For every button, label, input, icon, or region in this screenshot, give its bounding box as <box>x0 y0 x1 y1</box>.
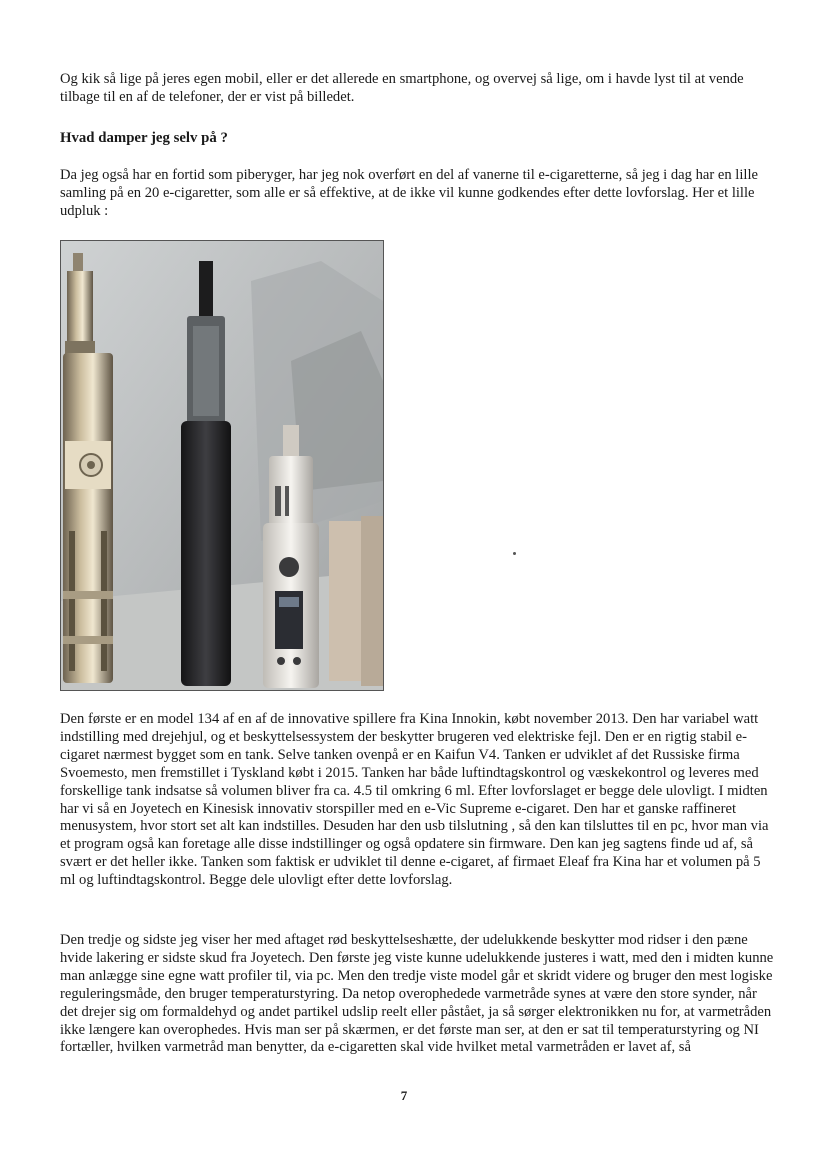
intro-paragraph: Og kik så lige på jeres egen mobil, eller er det allerede en smartphone, og overvej så lige, om i havde lyst til at vende tilbage til en af de telefoner, der er vist på billedet. <box>60 71 744 105</box>
devices-paragraph: Den første er en model 134 af en af de innovative spillere fra Kina Innokin, købt november 2013. Den har variabel watt indstilling med drejehjul, og et beskyttelsessystem der beskytter brugeren ved elektriske fejl. Den er en rigtig stabil e-cigaret nærmest bygget som en tank. Selve tanken ovenpå er en Kaifun V4. Tanken er udviklet af det Russiske firma Svoemesto, men fremstillet i Tyskland købt i 2015. Tanken har både luftindtagskontrol og væskekontrol og leveres med forskellige tank indsatse så volumen bliver fra ca. 4.5 til omkring 6 ml. Efter lovforslaget er begge dele ulovligt. I midten har vi så en Joyetech en Kinesisk innovativ storspiller med en e-Vic Supreme e-cigaret. Den har et ganske raffineret menusystem, hvor stort set alt kan indstilles. Desuden har den usb tilslutning , så den kan tilsluttes til en pc, hvor man via et program også kan foretage alle disse indstillinger og også opdatere sin firmware. Den kan jeg sagtens finde ud af, så svært er det heller ikke. Tanken som faktisk er udviklet til denne e-cigaret, af firmaet Eleaf fra Kina har et volumen på 5 ml og luftindtagskontrol. Begge dele ulovligt efter dette lovforslag. <box>60 711 769 889</box>
ecigarette-photo-drawing <box>61 241 383 690</box>
ecigarette-photo <box>60 240 384 691</box>
stray-dot <box>513 552 516 555</box>
section-heading: Hvad damper jeg selv på ? <box>60 130 228 146</box>
collection-paragraph: Da jeg også har en fortid som piberyger, har jeg nok overført en del af vanerne til e-cigaretterne, så jeg i dag har en lille samling på en 20 e-cigaretter, som alle er så effektive, at de ikke vil kunne godkendes efter dette lovforslag. Her et lille udpluk : <box>60 167 759 219</box>
page-number: 7 <box>400 1088 408 1103</box>
temperature-paragraph: Den tredje og sidste jeg viser her med aftaget rød beskyttelseshætte, der udelukkende beskytter mod ridser i den pæne hvide lakering er sidste skud fra Joyetech. Den første jeg viste kunne udelukkende justeres i watt, med den i midten kunne man anlægge sine egne watt profiler til, via pc. Men den tredje viste model går et skridt videre og bruger den mest logiske reguleringsmåde, den bruger temperaturstyring. Da netop overophedede varmetråde synes at være den store synder, når det drejer sig om formaldehyd og andet partikel udslip reelt eller påstået, ja så sørger elektronikken nu for, at varmetråden ikke længere kan overophedes. Hvis man ser på skærmen, er det første man ser, at den er sat til temperaturstyring og NI fortæller, hvilken varmetråd man benytter, da e-cigaretten skal vide hvilket metal varmetråden er lavet af, så <box>60 932 774 1056</box>
